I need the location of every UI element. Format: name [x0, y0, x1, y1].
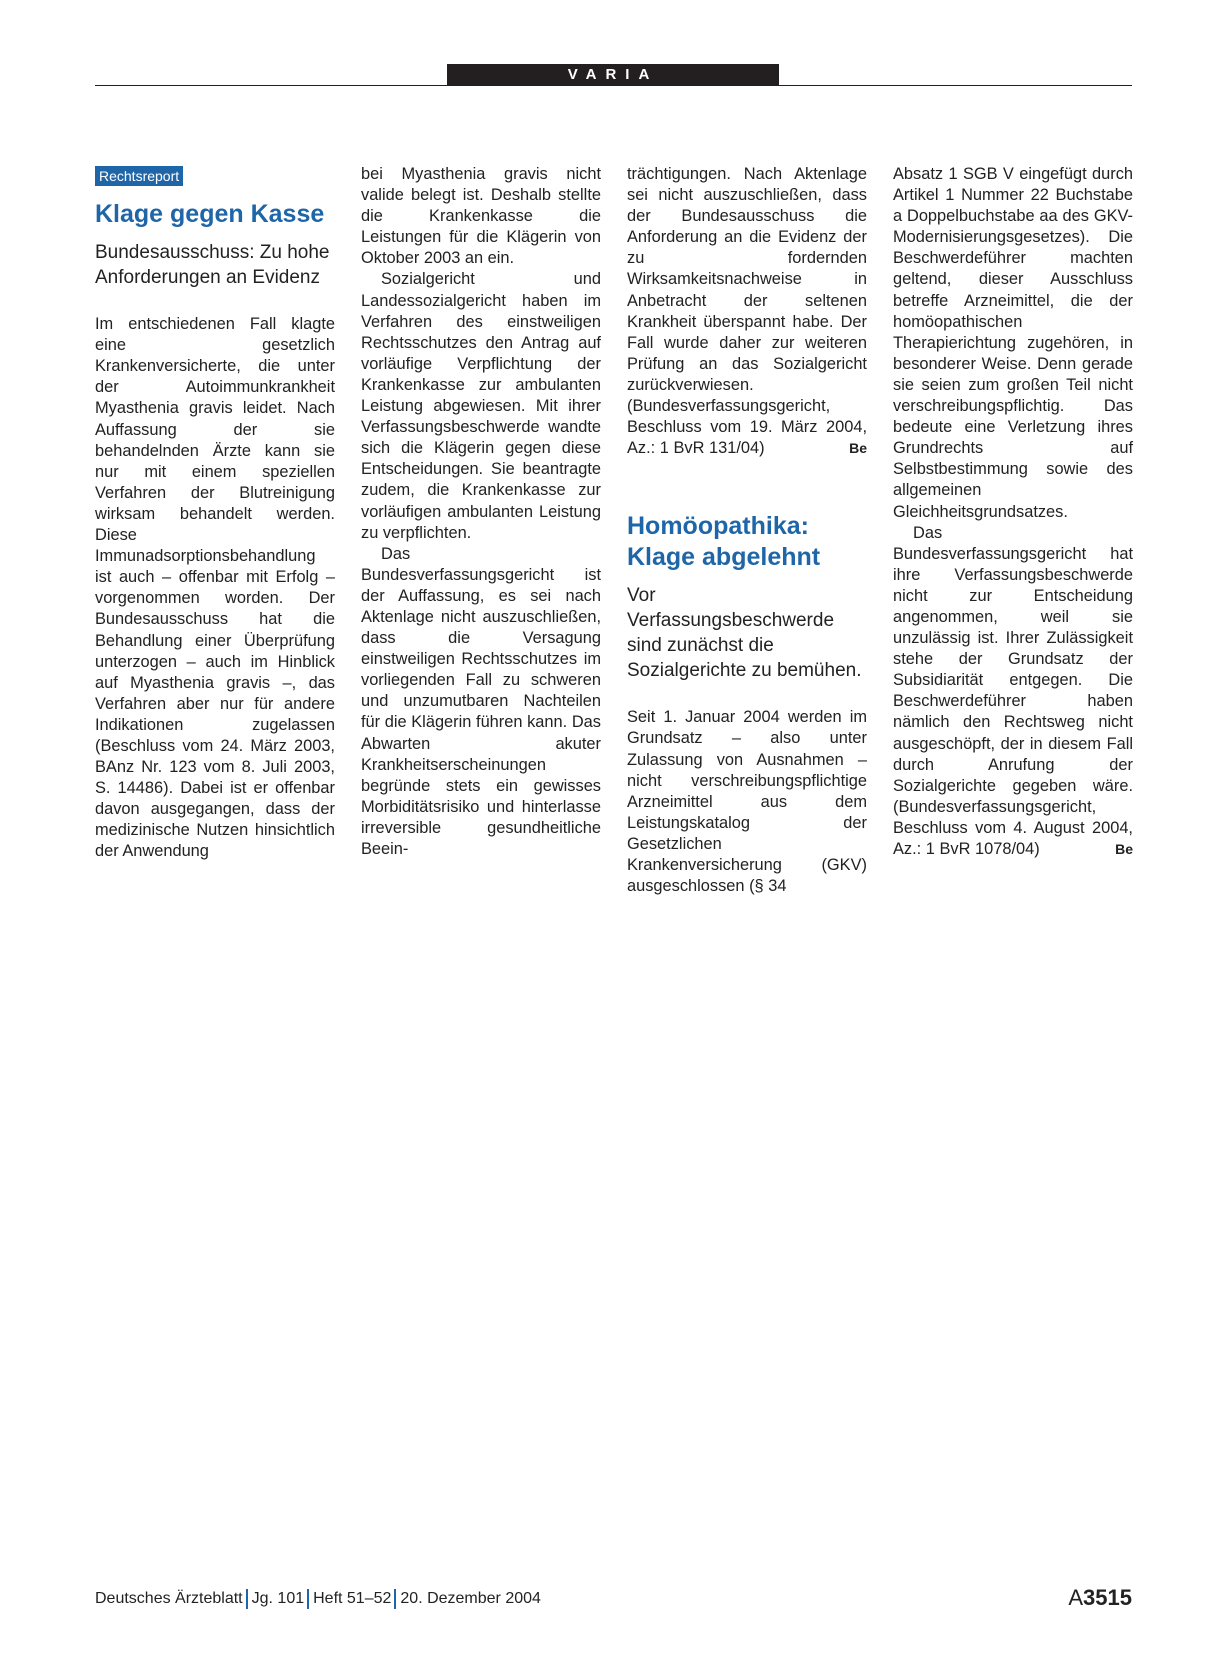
column-2: [361, 164, 601, 860]
article2-signature: Be: [1115, 841, 1133, 858]
article1-paragraph-3: Das Bundesverfassungsgericht ist der Auffassung, es sei nach Aktenlage nicht auszuschließen, dass die Versagung einstweiligen Rechtsschutzes im vorliegenden Fall zu schweren und unzumutbaren Nachteilen für die Klägerin führen kann. Das Abwarten akuter Krankheitserscheinungen begründe stets ein gewisses Morbiditätsrisiko und hinterlasse irreversible gesundheitliche Beein-: [361, 544, 601, 858]
footer-volume: Jg. 101: [251, 1590, 305, 1607]
article1-paragraph-3-continued: trächtigungen. Nach Aktenlage sei nicht auszuschließen, dass der Bundesausschuss die Anforderung an die Evidenz der zu fordernden Wirksamkeitsnachweise in Anbetracht der seltenen Krankheit überspannt habe. Der Fall wurde daher zur weiteren Prüfung an das Sozialgericht zurückverwiesen. (Bundesverfassungsgericht, Beschluss vom 19. März 2004, Az.: 1 BvR 131/04): [627, 165, 867, 458]
page-number: [1068, 1585, 1132, 1611]
article2-paragraph-1: Seit 1. Januar 2004 werden im Grundsatz – also unter Zulassung von Ausnahmen – nicht verschreibungspflichtige Arzneimittel aus dem Leistungskatalog der Gesetzlichen Krankenversicherung (GKV) ausgeschlossen (§ 34: [627, 708, 867, 896]
article2-paragraph-1-continued: Absatz 1 SGB V eingefügt durch Artikel 1 Nummer 22 Buchstabe a Doppelbuchstabe aa des GKV-Modernisierungsgesetzes). Die Beschwerdeführer machten geltend, dieser Ausschluss betreffe Arzneimittel, die der homöopathischen Therapierichtung zugehören, in besonderer Weise. Denn gerade sie seien zum großen Teil nicht verschreibungspflichtig. Das bedeute eine Verletzung ihres Grundrechts auf Selbstbestimmung sowie des allgemeinen Gleichheitsgrundsatzes.: [893, 165, 1133, 521]
article2-dek: Vor Verfassungsbeschwerde sind zunächst die Sozialgerichte zu bemühen.: [627, 585, 862, 682]
column-4: [893, 164, 1133, 860]
article1-paragraph-1-continued: bei Myasthenia gravis nicht valide belegt ist. Deshalb stellte die Krankenkasse die Leistungen für die Klägerin von Oktober 2003 an ein.: [361, 165, 601, 268]
column-1: [95, 164, 335, 863]
article1-signature: Be: [849, 440, 867, 457]
article1-dek: Bundesausschuss: Zu hohe Anforderungen an Evidenz: [95, 242, 330, 289]
footer-journal: Deutsches Ärzteblatt: [95, 1590, 243, 1607]
section-header: VARIA: [447, 64, 779, 85]
footer-separator: [394, 1589, 396, 1609]
footer-issue: Heft 51–52: [313, 1590, 392, 1607]
footer-separator: [246, 1589, 248, 1609]
footer-date: 20. Dezember 2004: [400, 1590, 541, 1607]
article2-title: Homöopathika: Klage abgelehnt: [627, 512, 821, 572]
page-number-value: 3515: [1083, 1585, 1132, 1610]
footer-separator: [307, 1589, 309, 1609]
article1-paragraph-1: Im entschiedenen Fall klagte eine gesetzlich Krankenversicherte, die unter der Autoimmunkrankheit Myasthenia gravis leidet. Nach Auffassung der sie behandelnden Ärzte kann sie nur mit einem speziellen Verfahren der Blutreinigung wirksam behandelt werden. Diese Immunadsorptionsbehandlung ist auch – offenbar mit Erfolg – vorgenommen worden. Der Bundesausschuss hat die Behandlung einer Überprüfung unterzogen – auch im Hinblick auf Myasthenia gravis –, das Verfahren aber nur für andere Indikationen zugelassen (Beschluss vom 24. März 2003, BAnz Nr. 123 vom 8. Juli 2003, S. 14486). Dabei ist er offenbar davon ausgegangen, dass der medizinische Nutzen hinsichtlich der Anwendung: [95, 315, 335, 861]
page-prefix: A: [1068, 1585, 1084, 1610]
article1-paragraph-2: Sozialgericht und Landessozialgericht haben im Verfahren des einstweiligen Rechtsschutzes den Antrag auf vorläufige Verpflichtung der Krankenkasse zur ambulanten Leistung abgewiesen. Mit ihrer Verfassungsbeschwerde wandte sich die Klägerin gegen diese Entscheidungen. Sie beantragte zudem, die Krankenkasse zur vorläufigen ambulanten Leistung zu verpflichten.: [361, 270, 601, 542]
header-rule: [95, 85, 1132, 86]
article1-title: Klage gegen Kasse: [95, 200, 325, 229]
rubric-label: Rechtsreport: [95, 166, 183, 186]
page-footer: [95, 1587, 1132, 1611]
article2-paragraph-2: Das Bundesverfassungsgericht hat ihre Verfassungsbeschwerde nicht zur Entscheidung angenommen, weil sie unzulässig ist. Ihrer Zulässigkeit stehe der Grundsatz der Subsidiarität entgegen. Die Beschwerdeführer haben nämlich den Rechtsweg nicht ausgeschöpft, der in diesem Fall durch Anrufung der Sozialgerichte gegeben wäre. (Bundesverfassungsgericht, Beschluss vom 4. August 2004, Az.: 1 BvR 1078/04): [893, 523, 1133, 858]
footer-citation: [95, 1587, 541, 1611]
column-3: [627, 164, 867, 897]
